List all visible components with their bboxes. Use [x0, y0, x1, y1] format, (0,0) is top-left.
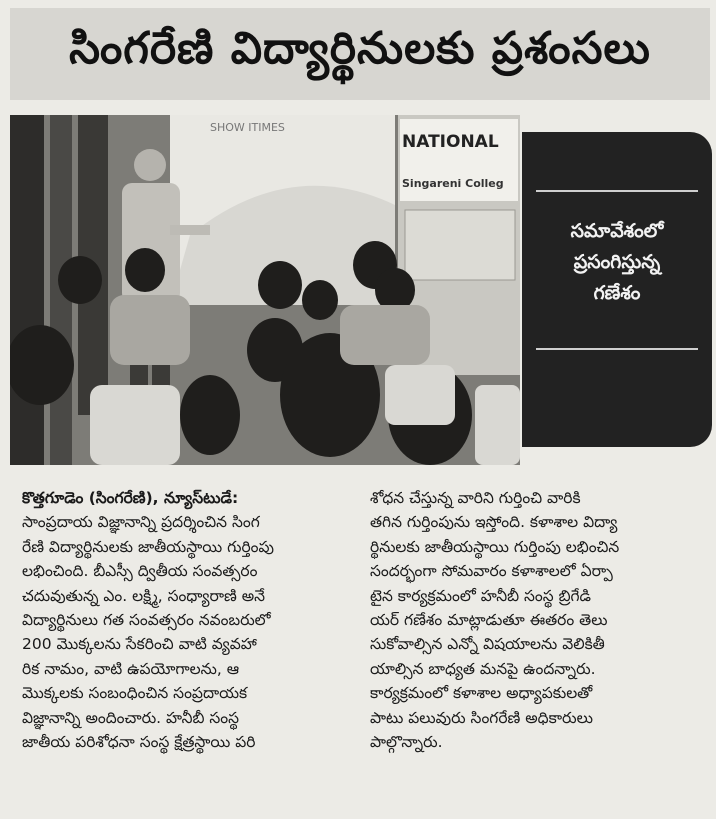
- article-line: సాంప్రదాయ విజ్ఞానాన్ని ప్రదర్శించిన సింగ: [22, 513, 260, 532]
- photo-caption-box: [522, 132, 712, 447]
- headline: సింగరేణి విద్యార్థినులకు ప్రశంసలు: [69, 23, 651, 74]
- article-line: విజ్ఞానాన్ని అందించారు. హనీబీ సంస్థ: [22, 708, 239, 727]
- caption-line: గణేశం: [593, 282, 641, 304]
- article-line: జాతీయ పరిశోధనా సంస్థ క్షేత్రస్థాయి పరి: [22, 733, 256, 752]
- article-line: సందర్భంగా సోమవారం కళాశాలలో ఏర్పా: [370, 562, 613, 581]
- caption-rule-top: [536, 190, 698, 192]
- article-line: 200 మొక్కలను సేకరించి వాటి వ్యవహా: [22, 635, 257, 654]
- caption-line: సమావేశంలో: [570, 220, 664, 242]
- article-line: టైన కార్యక్రమంలో హనీబీ సంస్థ బ్రిగేడి: [370, 586, 592, 605]
- article-line: తగిన గుర్తింపును ఇస్తోంది. కళాశాల విద్యా: [370, 513, 618, 532]
- article-line: లభించింది. బీఎస్సీ ద్వితీయ సంవత్సరం: [22, 562, 258, 581]
- article-line: రిక నామం, వాటి ఉపయోగాలను, ఆ: [22, 659, 240, 678]
- article-line: కార్యక్రమంలో కళాశాల అధ్యాపకులతో: [370, 684, 593, 703]
- banner-right-text-2: Singareni Colleg: [402, 177, 504, 190]
- article-line: రేణి విద్యార్థినులకు జాతీయస్థాయి గుర్తింపు: [22, 537, 274, 556]
- article-line: విద్యార్థినులు గత సంవత్సరం నవంబరులో: [22, 611, 271, 630]
- article-line: మొక్కలకు సంబంధించిన సంప్రదాయక: [22, 684, 248, 703]
- article-line: పాటు పలువురు సింగరేణి అధికారులు: [370, 708, 593, 727]
- article-line: యర్ గణేశం మాట్లాడుతూ ఈతరం తెలు: [370, 611, 608, 630]
- article-line: చదువుతున్న ఎం. లక్ష్మి, సంధ్యారాణి అనే: [22, 586, 266, 605]
- article-line: శోధన చేస్తున్న వారిని గుర్తించి వారికి: [370, 489, 581, 507]
- photo-illustration: [10, 115, 520, 465]
- article-column-2: [370, 486, 710, 754]
- caption-rule-bottom: [536, 348, 698, 350]
- article-line: పాల్గొన్నారు.: [370, 733, 443, 752]
- article-column-1: [22, 486, 354, 754]
- article-dateline: కొత్తగూడెం (సింగరేణి), న్యూస్‌టుడే:: [22, 489, 239, 507]
- article-line: యాల్సిన బాధ్యత మనపై ఉందన్నారు.: [370, 659, 596, 678]
- photo-caption: [532, 216, 702, 309]
- banner-right-text-1: NATIONAL: [402, 132, 499, 152]
- article-line: ర్థినులకు జాతీయస్థాయి గుర్తింపు లభించిన: [370, 537, 620, 556]
- news-photo: [10, 115, 520, 465]
- banner-left-text: SHOW ITIMES: [210, 121, 285, 134]
- article-line: సుకోవాల్సిన ఎన్నో విషయాలను వెలికితీ: [370, 635, 605, 654]
- caption-line: ప్రసంగిస్తున్న: [573, 251, 661, 273]
- headline-band: [10, 8, 710, 100]
